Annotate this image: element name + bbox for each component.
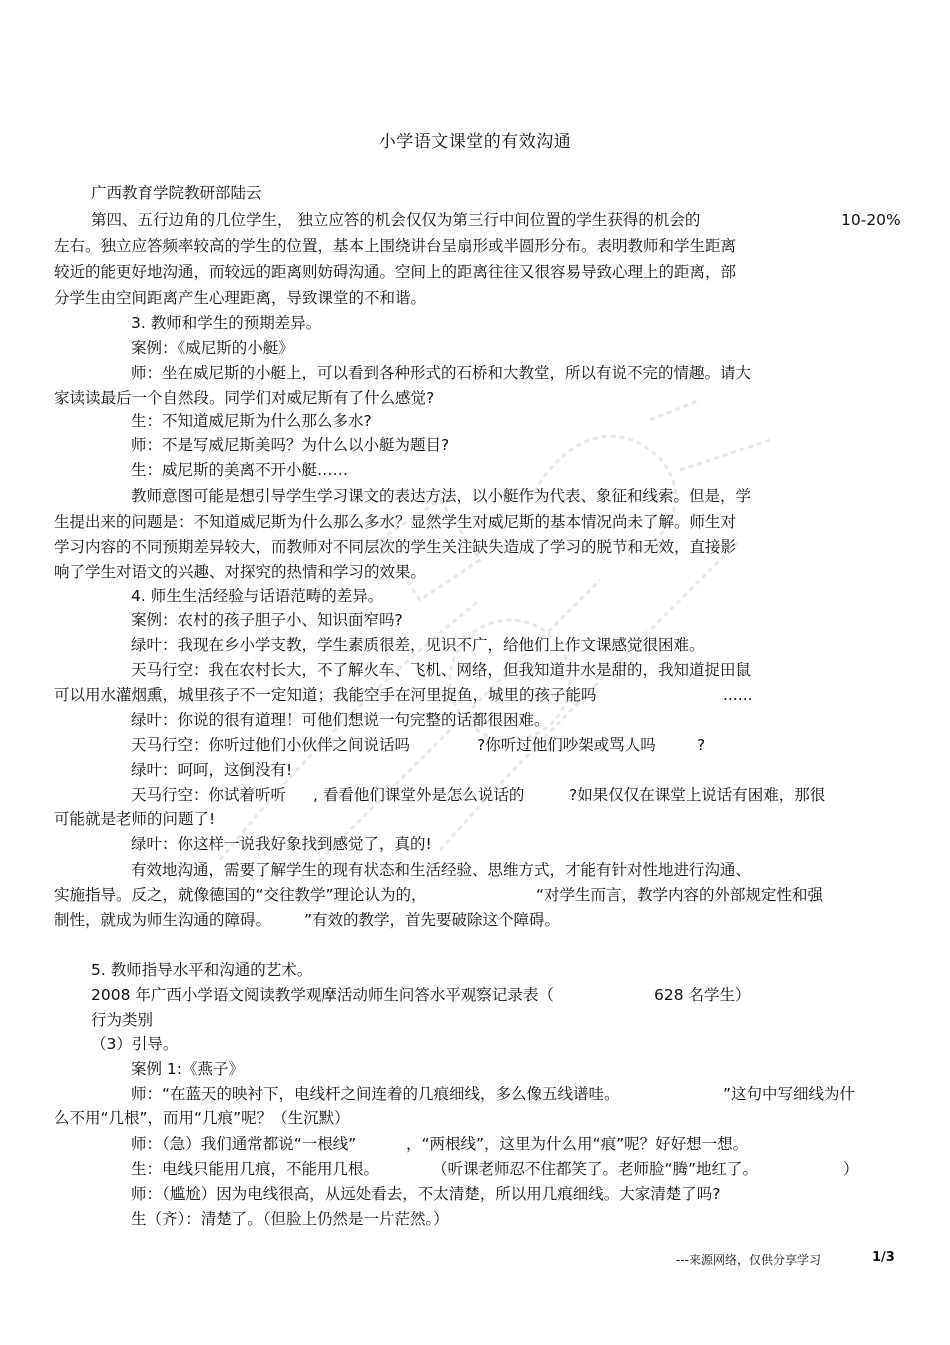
text-line: 师：（尴尬）因为电线很高，从远处看去，不太清楚，所以用几痕细线。大家清楚了吗? — [131, 1185, 721, 1203]
text-line: 教师意图可能是想引导学生学习课文的表达方法，以小艇作为代表、象征和线索。但是，学 — [131, 487, 752, 505]
text-line: 案例 1:《燕子》 — [131, 1060, 245, 1078]
section-heading: 4. 师生生活经验与话语范畴的差异。 — [131, 587, 384, 605]
text-line: 绿叶：你这样一说我好象找到感觉了，真的! — [131, 835, 432, 853]
text-line: 天马行空：我在农村长大，不了解火车、飞机、网络，但我知道井水是甜的，我知道捉田鼠 — [131, 661, 752, 679]
text-line: 10-20% — [841, 211, 901, 229]
text-line: 家读读最后一个自然段。同学们对威尼斯有了什么感觉? — [54, 389, 435, 407]
text-line: “对学生而言，教学内容的外部规定性和强 — [536, 886, 824, 904]
text-line: 行为类别 — [91, 1011, 154, 1029]
text-line: 分学生由空间距离产生心理距离，导致课堂的不和谐。 — [54, 289, 427, 307]
text-line: ?你听过他们吵架或骂人吗 — [477, 736, 656, 754]
section-heading: 3. 教师和学生的预期差异。 — [131, 314, 322, 332]
text-line: 生：威尼斯的美离不开小艇…… — [131, 461, 349, 479]
text-line: 有效地沟通，需要了解学生的现有状态和生活经验、思维方式，才能有针对性地进行沟通、 — [131, 861, 752, 879]
text-line: ，“两根线”，这里为什么用“痕”呢？好好想一想。 — [406, 1135, 749, 1153]
text-line: 制性，就成为师生沟通的障碍。 — [54, 911, 272, 929]
text-line: 案例：《威尼斯的小艇》 — [131, 339, 294, 357]
text-line: ） — [843, 1160, 859, 1178]
text-line: 可能就是老师的问题了! — [54, 810, 216, 828]
text-line: 天马行空：你试着听听 — [131, 786, 287, 804]
text-line: 第四、五行边角的几位学生， 独立应答的机会仅仅为第三行中间位置的学生获得的机会的 — [91, 211, 701, 229]
document-title: 小学语文课堂的有效沟通 — [378, 132, 572, 152]
text-line: 可以用水灌烟熏，城里孩子不一定知道；我能空手在河里捉鱼，城里的孩子能吗 — [54, 686, 597, 704]
footer-source-note: ---来源网络，仅供分享学习 — [676, 1253, 821, 1267]
text-line: 么不用“几根”，而用“几痕”呢？（生沉默） — [54, 1109, 350, 1127]
text-line: 天马行空：你听过他们小伙伴之间说话吗 — [131, 736, 411, 754]
text-line: ”这句中写细线为什 — [723, 1085, 856, 1103]
text-line: ? — [697, 736, 706, 754]
text-line: 实施指导。反之，就像德国的“交往教学”理论认为的， — [54, 886, 427, 904]
text-line: , 看看他们课堂外是怎么说话的 — [313, 786, 525, 804]
text-line: 师：坐在威尼斯的小艇上，可以看到各种形式的石桥和大教堂，所以有说不完的情趣。请大 — [131, 364, 752, 382]
text-line: 生：不知道威尼斯为什么那么多水? — [131, 412, 372, 430]
text-line: 较近的能更好地沟通，而较远的距离则妨碍沟通。空间上的距离往往又很容易导致心理上的距离，部 — [54, 263, 737, 281]
text-line: ”有效的教学，首先要破除这个障碍。 — [304, 911, 561, 929]
text-line: 生提出来的问题是：不知道威尼斯为什么那么多水？显然学生对威尼斯的基本情况尚未了解。师生对 — [54, 513, 737, 531]
page-number: 1/3 — [872, 1250, 895, 1265]
text-line: 2008 年广西小学语文阅读教学观摩活动师生问答水平观察记录表（ — [91, 986, 554, 1004]
text-line: 师：“在蓝天的映衬下，电线杆之间连着的几痕细线，多么像五线谱哇。 — [131, 1085, 620, 1103]
text-line: 628 名学生） — [654, 986, 751, 1004]
text-line: ...... — [723, 686, 753, 704]
text-line: （听课老师忍不住都笑了。老师脸“腾”地红了。 — [432, 1160, 759, 1178]
text-line: ?如果仅仅在课堂上说话有困难，那很 — [569, 786, 826, 804]
text-line: 师：不是写威尼斯美吗？为什么以小艇为题目? — [131, 436, 450, 454]
author-line: 广西教育学院教研部陆云 — [91, 184, 262, 202]
text-line: 绿叶：你说的很有道理！可他们想说一句完整的话都很困难。 — [131, 711, 550, 729]
section-heading: 5. 教师指导水平和沟通的艺术。 — [91, 961, 313, 979]
text-line: 生：电线只能用几痕，不能用几根。 — [131, 1160, 380, 1178]
text-line: 学习内容的不同预期差异较大，而教师对不同层次的学生关注缺失造成了学习的脱节和无效，直接影 — [54, 538, 737, 556]
text-line: 师：（急）我们通常都说“一根线” — [131, 1135, 357, 1153]
text-line: 生（齐）：清楚了。（但脸上仍然是一片茫然。） — [131, 1210, 449, 1228]
text-line: 绿叶：我现在乡小学支教，学生素质很差，见识不广，给他们上作文课感觉很困难。 — [131, 636, 705, 654]
text-line: 案例：农村的孩子胆子小、知识面窄吗? — [131, 611, 403, 629]
text-line: 绿叶：呵呵，这倒没有! — [131, 761, 293, 779]
text-line: （3）引导。 — [91, 1035, 179, 1053]
text-line: 响了学生对语文的兴趣、对探究的热情和学习的效果。 — [54, 563, 427, 581]
text-line: 左右。独立应答频率较高的学生的位置，基本上围绕讲台呈扇形或半圆形分布。表明教师和学生距离 — [54, 237, 737, 255]
